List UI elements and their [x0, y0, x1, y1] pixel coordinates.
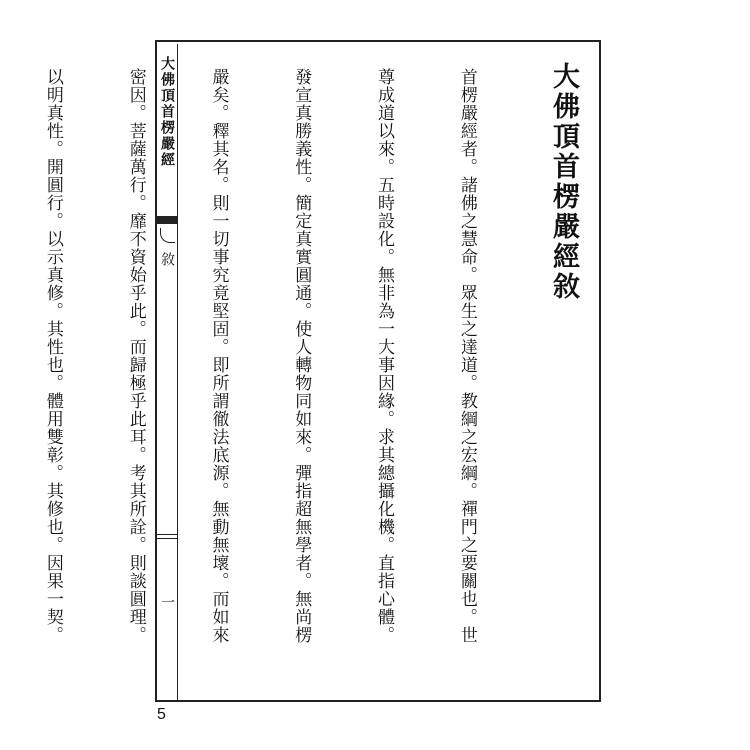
text-column: 密因。菩薩萬行。靡不資始乎此。而歸極乎此耳。考其所詮。則談圓理。 — [125, 68, 146, 644]
spine-section-label: 敘 — [159, 252, 175, 266]
text-column: 尊成道以來。五時設化。無非為一大事因緣。求其總攝化機。直指心體。 — [374, 68, 395, 644]
spine-leaf-number: 一 — [159, 595, 175, 609]
preface-title: 大佛頂首楞嚴經敘 — [548, 62, 579, 302]
text-column: 發宣真勝義性。簡定真實圓通。使人轉物同如來。彈指超無學者。無尚楞 — [291, 68, 312, 644]
spine-book-title: 大佛頂首楞嚴經 — [159, 56, 175, 168]
text-column: 首楞嚴經者。諸佛之慧命。眾生之達道。教綱之宏綱。禪門之要關也。世 — [456, 68, 477, 644]
page-number: 5 — [157, 706, 166, 723]
text-column: 以明真性。開圓行。以示真修。其性也。體用雙彰。其修也。因果一契。 — [42, 68, 63, 644]
text-column: 嚴矣。釋其名。則一切事究竟堅固。即所謂徹法底源。無動無壞。而如來 — [208, 68, 229, 644]
